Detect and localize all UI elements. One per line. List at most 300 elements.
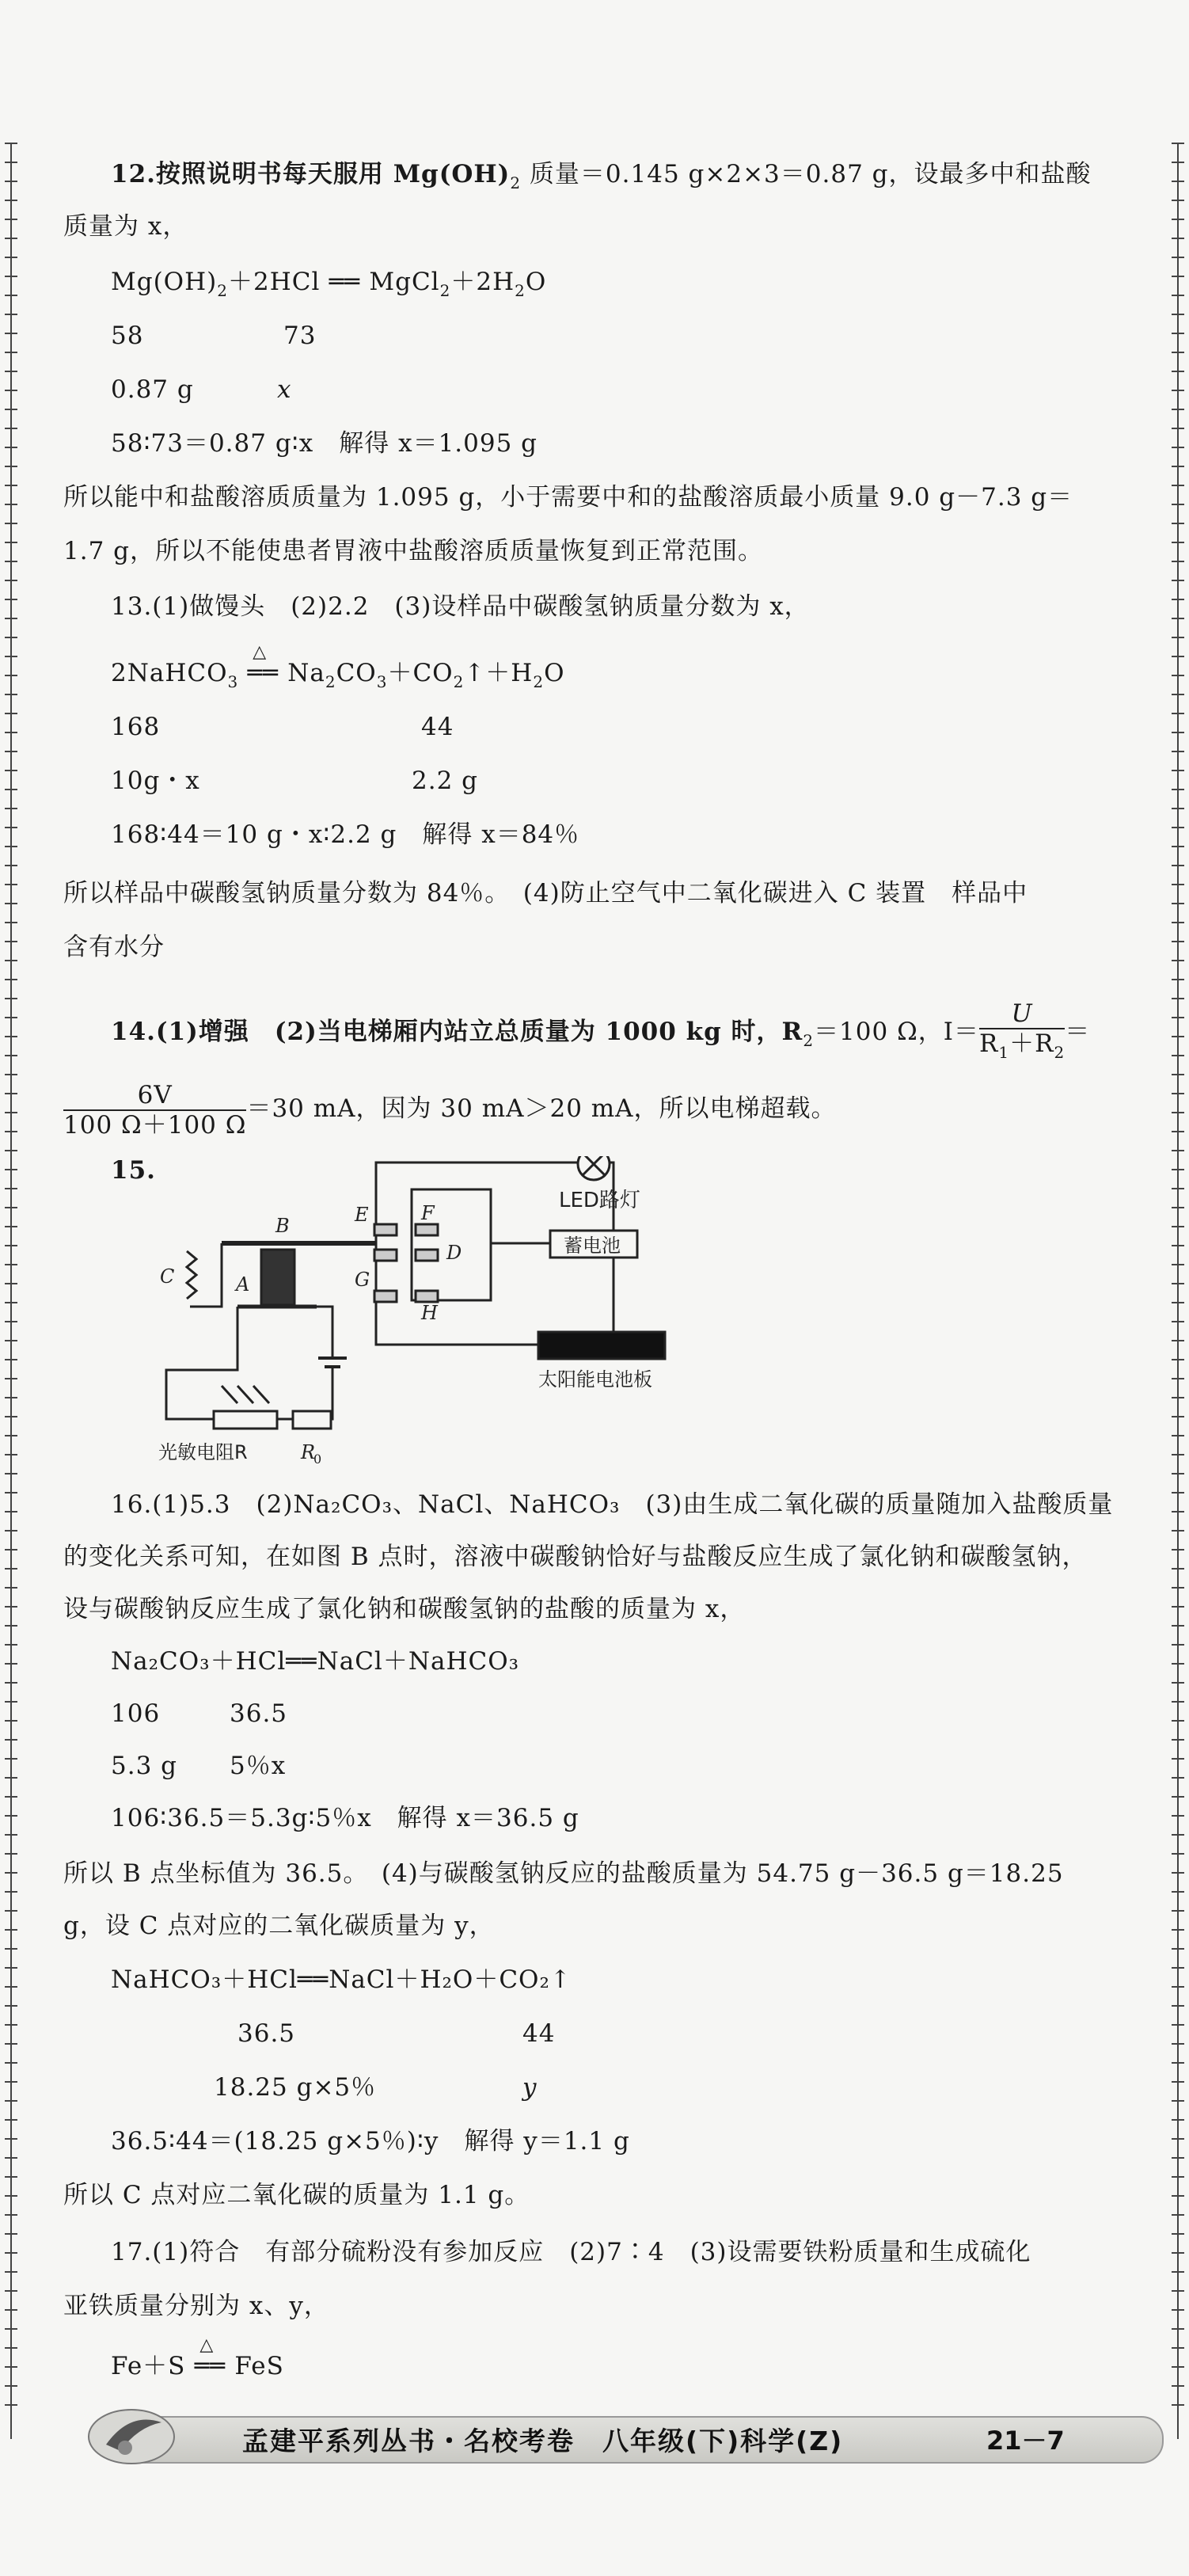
q16-row4-b: y [522, 2073, 538, 2102]
binding-tick [1172, 713, 1184, 714]
binding-tick [5, 1549, 17, 1551]
binding-tick [1172, 2347, 1184, 2349]
binding-tick [5, 1036, 17, 1037]
binding-tick [5, 580, 17, 581]
binding-tick [5, 1568, 17, 1570]
binding-tick [5, 2157, 17, 2159]
binding-tick [1172, 941, 1184, 942]
binding-tick [1172, 1910, 1184, 1912]
binding-tick [5, 295, 17, 296]
q16-line2: 的变化关系可知，在如图 B 点时，溶液中碳酸钠恰好与盐酸反应生成了氯化钠和碳酸氢钠， [63, 1543, 1088, 1571]
q14-line2: $\frac{6V}{100 \Omega+100 \Omega}$ ＝30 mA，因为 30 mA＞20 mA，所以电梯超载。 [63, 1080, 837, 1140]
binding-tick [1172, 1606, 1184, 1608]
binding-tick [5, 1777, 17, 1779]
binding-tick [5, 2385, 17, 2387]
binding-tick [5, 1416, 17, 1417]
binding-tick [1172, 1872, 1184, 1874]
binding-tick [5, 1796, 17, 1798]
q13-equation: 2NaHCO$_3$ △ ══ $Na_2CO_3+CO_2↑+H_2O$ [111, 657, 565, 698]
binding-tick [5, 1948, 17, 1950]
binding-tick [1172, 1530, 1184, 1532]
binding-tick [5, 1492, 17, 1493]
binding-tick [1172, 751, 1184, 752]
binding-tick [1172, 447, 1184, 448]
binding-tick [5, 2214, 17, 2216]
label-b: B [275, 1215, 290, 1237]
binding-tick [1172, 1891, 1184, 1893]
binding-tick [5, 1891, 17, 1893]
heat-triangle-icon: △ [253, 642, 268, 662]
binding-tick [1172, 2404, 1184, 2406]
binding-tick [5, 219, 17, 220]
binding-tick [1172, 884, 1184, 885]
binding-tick [1172, 1701, 1184, 1703]
binding-tick [1172, 1644, 1184, 1646]
binding-tick [5, 960, 17, 961]
binding-tick [1172, 1150, 1184, 1151]
binding-tick [5, 1017, 17, 1018]
binding-tick [5, 884, 17, 885]
binding-tick [1172, 1720, 1184, 1722]
binding-tick [5, 143, 17, 144]
q16-row4-a: 18.25 g×5％ [214, 2073, 377, 2102]
binding-tick [1172, 1739, 1184, 1741]
spring-icon [187, 1251, 196, 1299]
binding-tick [5, 1074, 17, 1075]
binding-tick [5, 1321, 17, 1322]
binding-tick [5, 941, 17, 942]
binding-tick [5, 827, 17, 828]
binding-tick [5, 618, 17, 619]
binding-tick [1172, 1359, 1184, 1360]
binding-tick [5, 998, 17, 999]
binding-tick [1172, 1473, 1184, 1474]
binding-tick [1172, 732, 1184, 733]
binding-tick [1172, 2081, 1184, 2083]
binding-tick [1172, 276, 1184, 277]
q16-ratio1: 106∶36.5＝5.3g∶5％x 解得 x＝36.5 g [111, 1804, 579, 1832]
binding-tick [1172, 1834, 1184, 1836]
binding-tick [1172, 1986, 1184, 1988]
binding-tick [5, 2195, 17, 2197]
binding-tick [5, 352, 17, 353]
binding-tick [1172, 675, 1184, 676]
binding-tick [1172, 2252, 1184, 2254]
binding-tick [5, 1720, 17, 1722]
binding-tick [5, 846, 17, 847]
binding-tick [1172, 1378, 1184, 1379]
heat-triangle-icon: △ [199, 2335, 215, 2355]
binding-tick [5, 1682, 17, 1684]
binding-tick [1172, 960, 1184, 961]
binding-tick [5, 1226, 17, 1227]
binding-tick [1172, 1682, 1184, 1684]
q13-row1-a: 168 [111, 713, 161, 741]
binding-tick [5, 903, 17, 904]
q15-label: 15. [111, 1156, 156, 1185]
binding-tick [1172, 2290, 1184, 2292]
binding-tick [5, 979, 17, 980]
binding-tick [1172, 1397, 1184, 1398]
binding-tick [1172, 257, 1184, 258]
binding-tick [1172, 1283, 1184, 1284]
label-d: D [446, 1242, 462, 1264]
binding-tick [1172, 979, 1184, 980]
label-h: H [421, 1302, 438, 1324]
binding-tick [1172, 390, 1184, 391]
q16-equation1: Na₂CO₃＋HCl══NaCl＋NaHCO₃ [111, 1647, 520, 1676]
binding-tick [1172, 2214, 1184, 2216]
binding-tick [5, 371, 17, 372]
binding-tick [5, 2138, 17, 2140]
binding-tick [5, 2119, 17, 2121]
binding-tick [5, 1530, 17, 1532]
binding-tick [5, 808, 17, 809]
q16-row2-a: 5.3 g [111, 1752, 177, 1780]
binding-tick [1172, 1777, 1184, 1779]
binding-tick [5, 542, 17, 543]
binding-tick [1172, 1340, 1184, 1341]
binding-tick [1172, 504, 1184, 505]
q12-line1: 12.按照说明书每天服用 $Mg(OH)_2$ 质量＝0.145 g×2×3＝0.87 g，设最多中和盐酸 [111, 160, 1092, 192]
binding-tick [1172, 295, 1184, 296]
binding-tick [1172, 1207, 1184, 1208]
binding-tick [1172, 1625, 1184, 1627]
binding-tick [5, 238, 17, 239]
photoresistor-icon [214, 1411, 277, 1429]
binding-tick [5, 1169, 17, 1170]
q16-equation2: NaHCO₃＋HCl══NaCl＋H₂O＋CO₂↑ [111, 1965, 572, 1994]
binding-tick [1172, 1568, 1184, 1570]
q16-row1-a: 106 [111, 1699, 161, 1728]
binding-tick [1172, 409, 1184, 410]
binding-tick [5, 1264, 17, 1265]
binding-tick [1172, 1511, 1184, 1512]
q12-row1-a: 58 [111, 322, 144, 350]
binding-tick [5, 1834, 17, 1836]
binding-tick [1172, 808, 1184, 809]
binding-tick [5, 1758, 17, 1760]
binding-tick [5, 637, 17, 638]
binding-tick [5, 1454, 17, 1455]
binding-tick [5, 2309, 17, 2311]
binding-tick [1172, 1416, 1184, 1417]
binding-tick [1172, 827, 1184, 828]
q13-row2-b: 2.2 g [412, 767, 478, 795]
series-logo-icon [82, 2395, 185, 2468]
q12-row2-b: x [277, 375, 292, 404]
binding-tick [5, 1929, 17, 1931]
binding-tick [5, 1245, 17, 1246]
binding-tick [1172, 1321, 1184, 1322]
q12-row1-b: 73 [283, 322, 317, 350]
page-number: 21－7 [986, 2426, 1065, 2456]
binding-tick [5, 1815, 17, 1817]
binding-tick [1172, 1454, 1184, 1455]
binding-tick [1172, 162, 1184, 163]
binding-tick [5, 466, 17, 467]
binding-tick [1172, 903, 1184, 904]
binding-tick [1172, 352, 1184, 353]
binding-tick [5, 1739, 17, 1741]
q12-line2: 质量为 x， [63, 212, 188, 241]
binding-tick [1172, 656, 1184, 657]
binding-tick [1172, 314, 1184, 315]
binding-tick [1172, 922, 1184, 923]
control-loop [166, 1307, 332, 1419]
q12-row2-a: 0.87 g [111, 375, 194, 404]
q16-conclusion1: 所以 B 点坐标值为 36.5。 (4)与碳酸氢钠反应的盐酸质量为 54.75 g－36.5 g＝18.25 [63, 1859, 1064, 1888]
q17-equation: Fe＋S △ ══ FeS [111, 2350, 284, 2382]
binding-tick [5, 333, 17, 334]
binding-tick [1172, 2138, 1184, 2140]
binding-tick [1172, 1036, 1184, 1037]
binding-tick [5, 2005, 17, 2007]
binding-tick [5, 2404, 17, 2406]
electromagnet-coil-icon [261, 1250, 294, 1305]
label-f: F [421, 1202, 435, 1224]
binding-tick [1172, 523, 1184, 524]
binding-tick [5, 2043, 17, 2045]
binding-tick [1172, 200, 1184, 201]
binding-tick [5, 1207, 17, 1208]
binding-tick [1172, 2062, 1184, 2064]
binding-tick [5, 922, 17, 923]
left-binding-line [5, 143, 17, 2439]
q16-conclusion3: 所以 C 点对应二氧化碳的质量为 1.1 g。 [63, 2181, 530, 2209]
binding-tick [5, 675, 17, 676]
binding-tick [5, 2176, 17, 2178]
binding-tick [5, 523, 17, 524]
binding-tick [5, 1112, 17, 1113]
binding-tick [1172, 2024, 1184, 2026]
binding-tick [1172, 1169, 1184, 1170]
binding-tick [1172, 1815, 1184, 1817]
q13-conclusion1: 所以样品中碳酸氢钠质量分数为 84％。 (4)防止空气中二氧化碳进入 C 装置 样品中 [63, 879, 1028, 907]
binding-tick [5, 2100, 17, 2102]
binding-tick [5, 751, 17, 752]
binding-tick [5, 2290, 17, 2292]
contact-d1 [374, 1250, 397, 1261]
binding-tick [5, 865, 17, 866]
binding-tick [5, 409, 17, 410]
binding-tick [5, 2271, 17, 2273]
binding-tick [5, 1378, 17, 1379]
binding-tick [5, 485, 17, 486]
page-footer [76, 2395, 1162, 2468]
binding-tick [5, 1359, 17, 1360]
binding-tick [1172, 1112, 1184, 1113]
binding-tick [1172, 1131, 1184, 1132]
q15-circuit-diagram [142, 1156, 712, 1473]
label-g: G [355, 1269, 370, 1291]
binding-tick [5, 1150, 17, 1151]
q16-line3: 设与碳酸钠反应生成了氯化钠和碳酸氢钠的盐酸的质量为 x， [63, 1595, 746, 1623]
led-lamp-icon [578, 1156, 610, 1180]
binding-tick [5, 1302, 17, 1303]
binding-tick [5, 2252, 17, 2254]
binding-tick [1172, 2385, 1184, 2387]
binding-tick [5, 1663, 17, 1665]
binding-tick [1172, 1549, 1184, 1551]
q16-ratio2: 36.5∶44＝(18.25 g×5％)∶y 解得 y＝1.1 g [111, 2127, 630, 2156]
right-binding-line [1172, 143, 1184, 2439]
binding-tick [1172, 2271, 1184, 2273]
binding-tick [5, 789, 17, 790]
binding-tick [1172, 789, 1184, 790]
binding-tick [5, 181, 17, 182]
q16-row3-a: 36.5 [237, 2019, 296, 2048]
binding-tick [5, 2328, 17, 2330]
binding-tick [1172, 1948, 1184, 1950]
binding-tick [5, 694, 17, 695]
binding-tick [1172, 1492, 1184, 1493]
q13-line1: 13.(1)做馒头 (2)2.2 (3)设样品中碳酸氢钠质量分数为 x， [111, 592, 810, 621]
binding-tick [5, 1473, 17, 1474]
binding-tick [1172, 143, 1184, 144]
binding-tick [1172, 1093, 1184, 1094]
binding-tick [1172, 181, 1184, 182]
q13-ratio: 168∶44＝10 g・x∶2.2 g 解得 x＝84％ [111, 820, 580, 849]
label-c: C [160, 1265, 175, 1288]
binding-tick [5, 656, 17, 657]
binding-tick [1172, 238, 1184, 239]
binding-tick [5, 447, 17, 448]
binding-tick [1172, 2157, 1184, 2159]
q17-line1: 17.(1)符合 有部分硫粉没有参加反应 (2)7∶4 (3)设需要铁粉质量和生成硫化 [111, 2238, 1031, 2266]
led-label: LED路灯 [559, 1189, 640, 1212]
binding-tick [5, 1986, 17, 1988]
binding-tick [1172, 2119, 1184, 2121]
q16-row3-b: 44 [522, 2019, 556, 2048]
binding-tick [1172, 1435, 1184, 1436]
binding-tick [5, 2347, 17, 2349]
binding-tick [5, 2081, 17, 2083]
binding-tick [5, 770, 17, 771]
binding-tick [5, 428, 17, 429]
binding-tick [1172, 1188, 1184, 1189]
binding-tick [1172, 770, 1184, 771]
contact-g [374, 1291, 397, 1302]
binding-tick [5, 1853, 17, 1855]
contact-d2 [416, 1250, 438, 1261]
q14-fraction-value: $\frac{6V}{100 \Omega+100 \Omega}$ [63, 1080, 247, 1140]
binding-tick [1172, 2366, 1184, 2368]
q13-row2-a: 10g・x [111, 767, 200, 795]
light-ray [253, 1386, 269, 1403]
binding-tick [5, 1188, 17, 1189]
binding-tick [1172, 2043, 1184, 2045]
binding-tick [1172, 846, 1184, 847]
binding-tick [5, 1910, 17, 1912]
binding-tick [5, 599, 17, 600]
binding-tick [5, 2233, 17, 2235]
binding-tick [1172, 1017, 1184, 1018]
binding-tick [5, 713, 17, 714]
q12-conclusion1: 所以能中和盐酸溶质质量为 1.095 g，小于需要中和的盐酸溶质最小质量 9.0 g－7.3 g＝ [63, 483, 1073, 512]
contact-f [416, 1224, 438, 1235]
binding-tick [5, 1872, 17, 1874]
binding-tick [1172, 1929, 1184, 1931]
binding-tick [5, 162, 17, 163]
footer-title: 孟建平系列丛书・名校考卷 八年级(下)科学(Z) [242, 2426, 844, 2456]
label-e: E [355, 1204, 369, 1226]
binding-tick [1172, 865, 1184, 866]
q16-conclusion2: g，设 C 点对应的二氧化碳质量为 y， [63, 1912, 495, 1940]
q12-conclusion2: 1.7 g，所以不能使患者胃液中盐酸溶质质量恢复到正常范围。 [63, 537, 763, 565]
binding-tick [5, 2062, 17, 2064]
binding-tick [1172, 2100, 1184, 2102]
binding-tick [1172, 2195, 1184, 2197]
binding-tick [1172, 1758, 1184, 1760]
binding-tick [1172, 580, 1184, 581]
binding-tick [5, 1644, 17, 1646]
binding-tick [5, 1340, 17, 1341]
resistor-r0-icon [293, 1411, 331, 1429]
binding-tick [1172, 2309, 1184, 2311]
binding-tick [5, 314, 17, 315]
binding-tick [5, 1511, 17, 1512]
solar-panel-icon [538, 1332, 665, 1359]
r0-label: R [301, 1441, 316, 1463]
binding-tick [1172, 1796, 1184, 1798]
binding-tick [5, 1967, 17, 1969]
binding-tick [1172, 1302, 1184, 1303]
binding-tick [5, 1435, 17, 1436]
q14-fraction-current: $\frac{U}{R_1+R_2}$ [979, 999, 1066, 1062]
photoresistor-label: 光敏电阻R [158, 1441, 248, 1463]
contact-e [374, 1224, 397, 1235]
binding-tick [1172, 428, 1184, 429]
binding-tick [5, 1625, 17, 1627]
binding-tick [1172, 1967, 1184, 1969]
battery-label: 蓄电池 [564, 1235, 621, 1257]
binding-tick [1172, 1853, 1184, 1855]
binding-tick [5, 732, 17, 733]
binding-tick [5, 257, 17, 258]
q13-row1-b: 44 [421, 713, 454, 741]
binding-tick [5, 1093, 17, 1094]
contact-h [416, 1291, 438, 1302]
binding-tick [5, 276, 17, 277]
coil-lead-right [317, 1307, 332, 1358]
r0-sub: 0 [313, 1452, 322, 1467]
binding-tick [1172, 1074, 1184, 1075]
binding-tick [5, 1055, 17, 1056]
binding-tick [1172, 542, 1184, 543]
binding-tick [5, 1397, 17, 1398]
q13-conclusion2: 含有水分 [63, 933, 165, 961]
binding-tick [1172, 599, 1184, 600]
q12-equation: $Mg(OH)_2+2HCl$ ══ $MgCl_2+2H_2O$ [111, 268, 547, 300]
q16-row2-b: 5％x [230, 1752, 287, 1780]
binding-tick [5, 1587, 17, 1589]
q14-line1: 14.(1)增强 (2)当电梯厢内站立总质量为 1000 kg 时，$R_2=100$ Ω，I＝ $\frac{U}{R_1+R_2}$ ＝ [111, 999, 1090, 1063]
binding-tick [1172, 466, 1184, 467]
binding-tick [1172, 1226, 1184, 1227]
binding-tick [1172, 2176, 1184, 2178]
binding-tick [1172, 998, 1184, 999]
binding-tick [1172, 485, 1184, 486]
binding-tick [5, 561, 17, 562]
label-a: A [236, 1273, 250, 1296]
binding-tick [1172, 561, 1184, 562]
binding-tick [1172, 1245, 1184, 1246]
q12-ratio: 58∶73＝0.87 g∶x 解得 x＝1.095 g [111, 429, 538, 458]
q16-row1-b: 36.5 [230, 1699, 288, 1728]
binding-tick [5, 2366, 17, 2368]
binding-tick [5, 1131, 17, 1132]
